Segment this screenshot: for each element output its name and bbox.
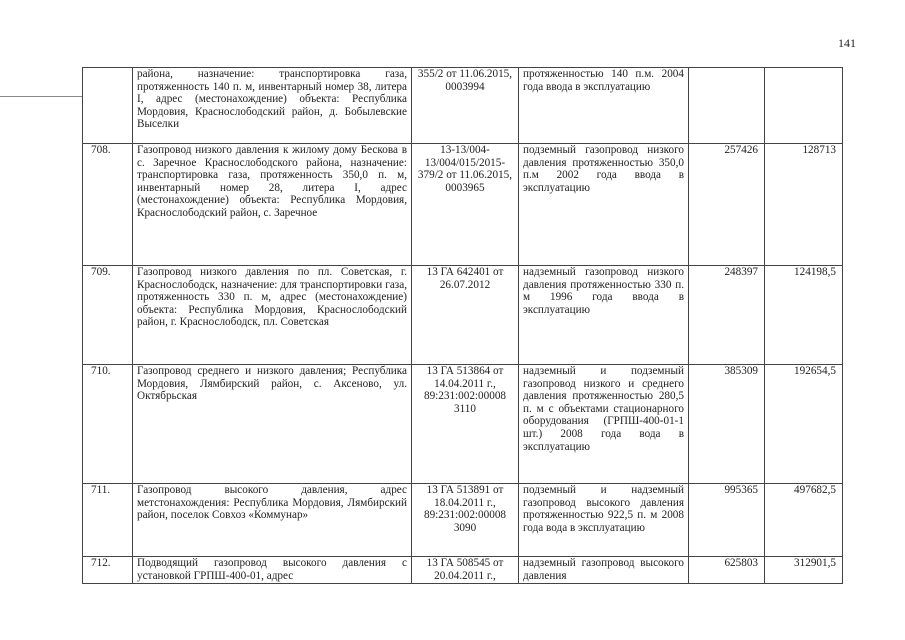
registration-document: 13-13/004-13/004/015/2015-379/2 от 11.06.2015, 0003965 <box>412 144 519 266</box>
row-number: 712. <box>83 557 133 584</box>
value-2: 497682,5 <box>765 484 843 557</box>
registration-document: 13 ГА 642401 от 26.07.2012 <box>412 266 519 365</box>
registration-document: 13 ГА 513864 от 14.04.2011 г., 89:231:002:00008 3110 <box>412 365 519 484</box>
object-characteristics: подземный и надземный газопровод высокого давления протяженностью 922,5 п. м 2008 года вода в эксплуатацию <box>519 484 689 557</box>
registration-document: 13 ГА 513891 от 18.04.2011 г., 89:231:002:00008 3090 <box>412 484 519 557</box>
row-number: 711. <box>83 484 133 557</box>
object-characteristics: надземный и подземный газопровод низкого и среднего давления протяженностью 280,5 п. м с объектами стационарного оборудования (ГРПШ-400-01-1 шт.) 2008 года вода в эксплуатацию <box>519 365 689 484</box>
object-description: района, назначение: транспортировка газа, протяженность 140 п. м, инвентарный номер 38, литера I, адрес (местонахождение) объекта: Республика Мордовия, Краснослободский район, д. Бобылевские Выселки <box>133 68 412 144</box>
value-1 <box>689 68 765 144</box>
value-2: 312901,5 <box>765 557 843 584</box>
registration-document: 13 ГА 508545 от 20.04.2011 г., <box>412 557 519 584</box>
table-row <box>83 144 843 266</box>
object-characteristics: подземный газопровод низкого давления протяженностью 350,0 п.м 2002 года ввода в эксплуатацию <box>519 144 689 266</box>
object-characteristics: протяженностью 140 п.м. 2004 года ввода в эксплуатацию <box>519 68 689 144</box>
table-row <box>83 365 843 484</box>
object-description: Газопровод низкого давления к жилому дому Бескова в с. Заречное Краснослободского района, назначение: транспортировка газа, протяженность 350,0 п. м, инвентарный номер 28, литера I, адрес (местонахождение) объекта: Республика Мордовия, Краснослободский район, с. Заречное <box>133 144 412 266</box>
value-1: 248397 <box>689 266 765 365</box>
row-number: 709. <box>83 266 133 365</box>
table-row <box>83 266 843 365</box>
value-1: 995365 <box>689 484 765 557</box>
object-description: Газопровод низкого давления по пл. Советская, г. Краснослободск, назначение: для транспортировки газа, протяженность 330 п. м, адрес (местонахождение) объекта: Республика Мордовия, Краснослободский район, г. Краснослободск, пл. Советская <box>133 266 412 365</box>
value-2: 128713 <box>765 144 843 266</box>
row-number: 710. <box>83 365 133 484</box>
registration-document: 355/2 от 11.06.2015, 0003994 <box>412 68 519 144</box>
object-description: Газопровод высокого давления, адрес метстонахождения: Республика Мордовия, Лямбирский район, поселок Совхоз «Коммунар» <box>133 484 412 557</box>
object-description: Подводящий газопровод высокого давления с установкой ГРПШ-400-01, адрес <box>133 557 412 584</box>
value-2: 192654,5 <box>765 365 843 484</box>
object-characteristics: надземный газопровод низкого давления протяженностью 330 п. м 1996 года ввода в эксплуатацию <box>519 266 689 365</box>
table-row <box>83 68 843 144</box>
row-number <box>83 68 133 144</box>
scan-artifact-line <box>0 96 82 97</box>
table-row <box>83 484 843 557</box>
value-2: 124198,5 <box>765 266 843 365</box>
object-description: Газопровод среднего и низкого давления; Республика Мордовия, Лямбирский район, с. Аксеново, ул. Октябрьская <box>133 365 412 484</box>
value-1: 385309 <box>689 365 765 484</box>
page-number: 141 <box>838 36 856 50</box>
object-characteristics: надземный газопровод высокого давления <box>519 557 689 584</box>
value-2 <box>765 68 843 144</box>
table-row <box>83 557 843 584</box>
property-register-table <box>82 67 843 584</box>
row-number: 708. <box>83 144 133 266</box>
value-1: 257426 <box>689 144 765 266</box>
value-1: 625803 <box>689 557 765 584</box>
